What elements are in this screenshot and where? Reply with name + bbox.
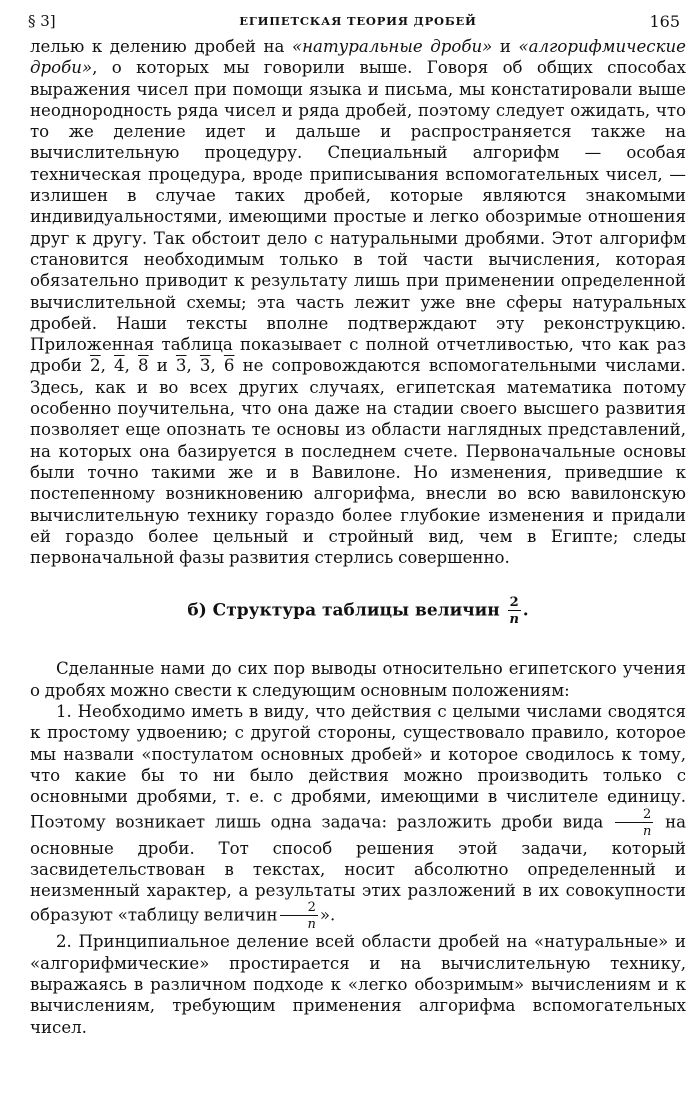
fraction-symbol: 8 bbox=[138, 356, 149, 376]
fraction-numerator: 2 bbox=[280, 901, 318, 916]
fraction-symbol: 3 bbox=[175, 356, 187, 376]
text-run: на основные дроби. Тот способ решения этой задачи, который засвидетельствован в текстах, носит абсолютно определенный и неизменный характер, а результаты этих разложений в их совокупности образуют «таблицу величин bbox=[30, 812, 687, 925]
running-title: ЕГИПЕТСКАЯ ТЕОРИЯ ДРОБЕЙ bbox=[239, 14, 477, 28]
section-subheading bbox=[30, 596, 686, 626]
fraction bbox=[280, 901, 318, 931]
text-run: , о которых мы говорили выше. Говоря об общих способах выражения чисел при помощи языка и письма, мы констатировали выше неоднородность ряда чисел и ряда дробей, поэтому следует ожидать, что то же деление идет и дальше и распространяется также на вычислительную процедуру. Специальный алгорифм — особая техническая процедура, вроде приписывания вспомогательных чисел, — излишен в случае таких дробей, которые являются знакомыми индивидуальностями, имеющими простые и легко обозримые отношения друг к другу. Так обстоит дело с натуральными дробями. Этот алгорифм становится необходимым только в той части вычисления, которая обязательно приводит к результату лишь при применении определенной вычислительной схемы; эта часть лежит уже вне сферы натуральных дробей. Наши тексты вполне подтверждают эту реконструкцию. Приложенная таблица показывает с полной отчетливостью, что как раз дроби bbox=[30, 58, 686, 376]
paragraph-point-2: 2. Принципиальное деление всей области дробей на «натуральные» и «алгорифмические» простирается и на вычислительную технику, выражаясь в различном подходе к «легко обозримым» вычислениям и к вычислениям, требующим применения алгорифма вспомогательных чисел. bbox=[30, 932, 686, 1037]
text-run: и bbox=[492, 37, 519, 56]
fraction-denominator: n bbox=[509, 612, 519, 628]
paragraph-natural-fractions: лелью к делению дробей на «натуральные дроби» и «алгорифмические дроби», о которых мы говорили выше. Говоря об общих способах выражения чисел при помощи языка и письма, мы констатировали выше неоднородность ряда чисел и ряда дробей, поэтому следует ожидать, что то же деление идет и дальше и распространяется также на вычислительную процедуру. Специальный алгорифм — особая техническая процедура, вроде приписывания вспомогательных чисел, — излишен в случае таких дробей, которые являются знакомыми индивидуальностями, имеющими простые и легко обозримые отношения друг к другу. Так обстоит дело с натуральными дробями. Этот алгорифм становится необходимым только в той части вычисления, которая обязательно приводит к результату лишь при применении определенной вычислительной схемы; эта часть лежит уже вне сферы натуральных дробей. Наши тексты вполне подтверждают эту реконструкцию. Приложенная таблица показывает с полной отчетливостью, что как раз дроби 2, 4, 8 и 3, 3, 6 не сопровождаются вспомогательными числами. Здесь, как и во всех других случаях, египетская математика потому особенно поучительна, что она даже на стадии своего высшего развития позволяет еще опознать те основы из области наглядных представлений, на которых она базируется в последнем счете. Первоначальные основы были точно такими же и в Вавилоне. Но изменения, приведшие к постепенному возникновению алгорифма, внесли во всю вавилонскую вычислительную технику гораздо более глубокие изменения и придали ей гораздо более цельный и стройный вид, чем в Египте; следы первоначальной фазы развития стерлись совершенно. bbox=[30, 37, 687, 568]
fraction bbox=[615, 808, 653, 838]
fraction-numerator: 2 bbox=[509, 595, 519, 611]
fraction-denominator: n bbox=[642, 823, 652, 839]
fraction-denominator: n bbox=[307, 917, 316, 933]
text-run: ». bbox=[319, 905, 336, 925]
italic-term: «натуральные дроби» bbox=[291, 37, 493, 56]
section-number: § 3] bbox=[28, 12, 56, 30]
text-run: 1. Необходимо иметь в виду, что действия с целыми числами сводятся к простому удвоению; с другой стороны, существовало правило, которое мы назвали «постулатом основных дробей» и которое сводилось к тому, что какие бы то ни было действия можно производить только с основными дробями, т. е. с дробями, имеющими в числителе единицу. Поэтому возникает лишь одна задача: разложить дроби вида bbox=[30, 702, 686, 831]
text-run: лелью к делению дробей на bbox=[30, 37, 292, 56]
fraction bbox=[508, 596, 521, 626]
fraction-symbol: 4 bbox=[114, 356, 125, 376]
paragraph-summary-intro: Сделанные нами до сих пор выводы относительно египетского учения о дробях можно свести к следующим основным положениям: bbox=[30, 659, 686, 700]
running-header bbox=[30, 6, 686, 36]
paragraph-point-1 bbox=[30, 701, 686, 931]
page-number: 165 bbox=[649, 12, 680, 31]
fraction-numerator: 2 bbox=[615, 808, 653, 823]
fraction-symbol: 2 bbox=[90, 356, 101, 376]
italic-term: «алгорифмические дроби» bbox=[30, 37, 687, 78]
subheading-period: . bbox=[522, 600, 529, 621]
subheading-text: б) Структура таблицы величин bbox=[187, 600, 500, 621]
fraction-symbol: 6 bbox=[223, 356, 235, 376]
fraction-symbol: 3 bbox=[199, 356, 211, 376]
text-run: не сопровождаются вспомогательными числами. Здесь, как и во всех других случаях, египетская математика потому особенно поучительна, что она даже на стадии своего высшего развития позволяет еще опознать те основы из области наглядных представлений, на которых она базируется в последнем счете. Первоначальные основы были точно такими же и в Вавилоне. Но изменения, приведшие к постепенному возникновению алгорифма, внесли во всю вавилонскую вычислительную технику гораздо более глубокие изменения и придали ей гораздо более цельный и стройный вид, чем в Египте; следы первоначальной фазы развития стерлись совершенно. bbox=[30, 356, 686, 568]
